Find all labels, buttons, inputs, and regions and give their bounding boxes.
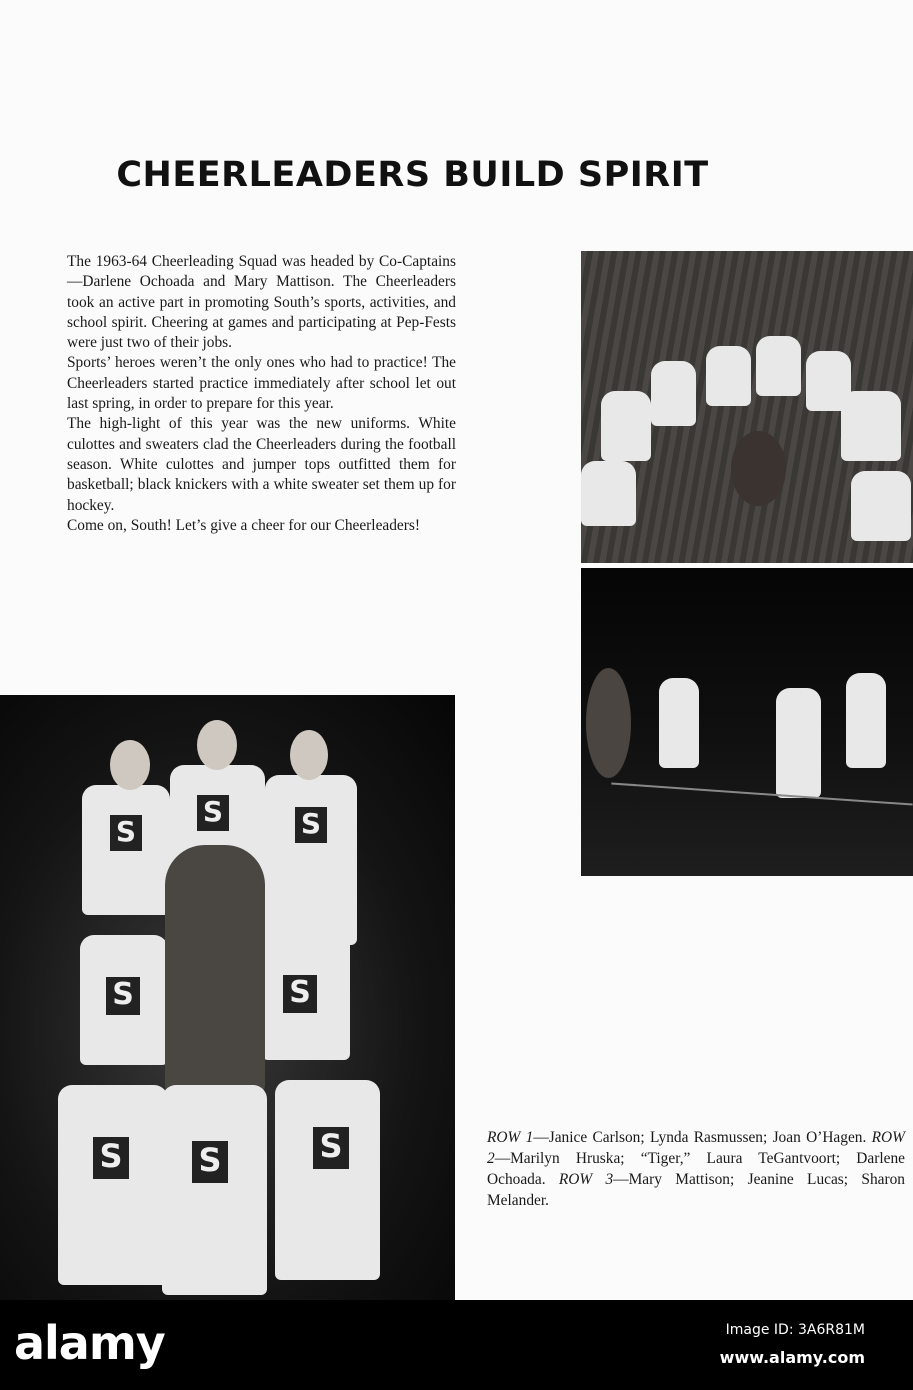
cheerleader-figure <box>706 346 751 406</box>
cheerleader-figure <box>851 471 911 541</box>
tiger-mascot <box>586 668 631 778</box>
paragraph: Sports’ heroes weren’t the only ones who had to practice! The Cheerleaders started practice immediately after school let out last spring, in order to prepare for this year. <box>67 354 456 413</box>
cheerleader-figure <box>581 461 636 526</box>
photo-squad-portrait <box>0 695 455 1300</box>
uniform-letter: S <box>110 815 142 851</box>
cheerleader-figure <box>58 1085 168 1285</box>
site-url: www.alamy.com <box>719 1348 865 1367</box>
image-id: Image ID: 3A6R81M <box>725 1322 865 1338</box>
face <box>110 740 150 790</box>
cheerleader-figure <box>756 336 801 396</box>
row-label: ROW 2 <box>487 1129 905 1167</box>
photo-circle-formation <box>581 251 913 563</box>
cheerleader-figure <box>601 391 651 461</box>
paragraph: Come on, South! Let’s give a cheer for our Cheerleaders! <box>67 516 421 534</box>
photo-game-cheering <box>581 568 913 876</box>
row-names: —Janice Carlson; Lynda Rasmussen; Joan O’Hagen. <box>533 1129 872 1146</box>
field-line <box>611 782 912 805</box>
cheerleader-figure <box>846 673 886 768</box>
article-body <box>67 252 456 536</box>
uniform-letter: S <box>283 975 317 1013</box>
row-names: —Mary Mattison; Jeanine Lucas; Sharon Melander. <box>487 1171 905 1209</box>
paragraph: The high-light of this year was the new uniforms. White culottes and sweaters clad the Cheerleaders during the football season. White culottes and jumper tops outfitted them for basketball; black knickers with a white sweater set them up for hockey. <box>67 415 456 514</box>
cheerleader-figure <box>265 775 357 945</box>
paragraph: The 1963-64 Cheerleading Squad was headed by Co-Captains—Darlene Ochoada and Mary Mattison. The Cheerleaders took an active part in promoting South’s sports, activities, and school spirit. Cheering at games and participating at Pep-Fests were just two of their jobs. <box>67 253 456 352</box>
page-title: CHEERLEADERS BUILD SPIRIT <box>116 155 709 195</box>
cheerleader-figure <box>162 1085 267 1295</box>
uniform-letter: S <box>93 1137 129 1179</box>
cheerleader-figure <box>275 1080 380 1280</box>
uniform-letter: S <box>295 807 327 843</box>
uniform-letter: S <box>192 1141 228 1183</box>
alamy-logo: alamy <box>14 1316 165 1370</box>
tiger-mascot <box>165 845 265 1095</box>
row-label: ROW 3 <box>558 1171 614 1188</box>
row-label: ROW 1 <box>487 1129 534 1146</box>
uniform-letter: S <box>313 1127 349 1169</box>
cheerleader-figure <box>841 391 901 461</box>
cheerleader-figure <box>651 361 696 426</box>
face <box>197 720 237 770</box>
row-names: —Marilyn Hruska; “Tiger,” Laura TeGantvoort; Darlene Ochoada. <box>487 1150 905 1188</box>
photo-caption <box>487 1127 905 1211</box>
cheerleader-figure <box>659 678 699 768</box>
tiger-mascot <box>731 431 786 506</box>
face <box>290 730 328 780</box>
uniform-letter: S <box>197 795 229 831</box>
cheerleader-figure <box>776 688 821 798</box>
uniform-letter: S <box>106 977 140 1015</box>
